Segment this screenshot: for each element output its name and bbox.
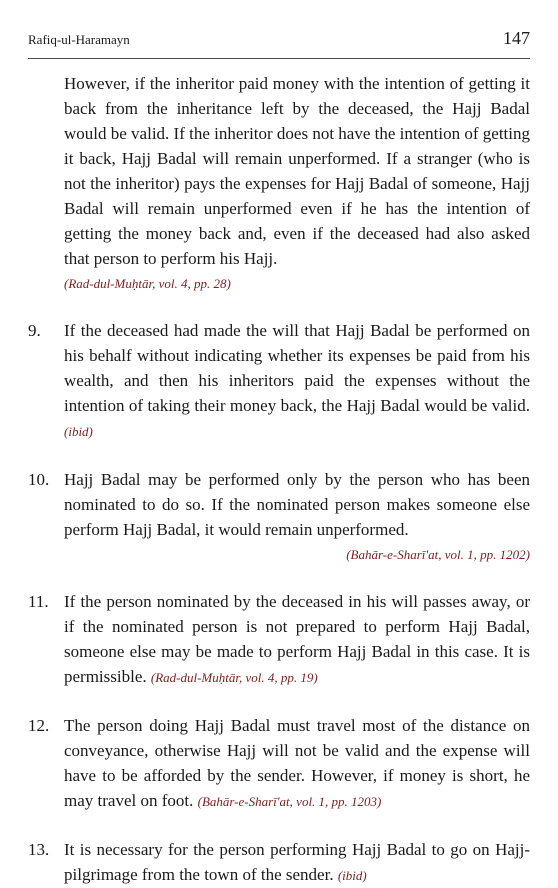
item-number: 10. <box>28 470 50 489</box>
item-reference: (Bahār-e-Sharī'at, vol. 1, pp. 1202) <box>346 547 530 562</box>
list-item <box>28 318 530 444</box>
item-body <box>64 589 530 690</box>
book-title: Rafiq-ul-Haramayn <box>28 32 130 47</box>
intro-text: However, if the inheritor paid money with the intention of getting it back from the inheritance left by the deceased, the Hajj Badal would be valid. If the inheritor does not have the intention of getting it back, Hajj Badal will remain unperformed. If a stranger (who is not the inheritor) pays the expenses for Hajj Badal of someone, Hajj Badal will remain unperformed even if he has the intention of getting the money back and, even if the deceased had also asked that person to perform his Hajj. <box>64 74 530 268</box>
list-item <box>28 589 530 690</box>
item-body <box>64 837 530 888</box>
item-text: If the deceased had made the will that Hajj Badal be performed on his behalf without indicating whether its expenses be paid from his wealth, and then his inheritors paid the expenses without the intention of taking their money back, the Hajj Badal would be valid. <box>64 321 530 415</box>
item-text: It is necessary for the person performing Hajj Badal to go on Hajj-pilgrimage from the town of the sender. <box>64 840 530 884</box>
item-reference: (ibid) <box>337 868 367 883</box>
item-text: Hajj Badal may be performed only by the person who has been nominated to do so. If the nominated person makes someone else perform Hajj Badal, it would remain unperformed. <box>64 470 530 539</box>
item-reference: (Rad-dul-Muḥtār, vol. 4, pp. 19) <box>150 670 318 685</box>
item-reference: (ibid) <box>64 424 93 439</box>
item-text: The person doing Hajj Badal must travel most of the distance on conveyance, otherwise Hajj will not be valid and the expense will have to be afforded by the sender. However, if money is short, he may travel on foot. <box>64 716 530 810</box>
list-item <box>28 467 530 566</box>
item-number: 9. <box>28 321 41 340</box>
item-body <box>64 318 530 444</box>
intro-reference: (Rad-dul-Muḥtār, vol. 4, pp. 28) <box>64 276 231 291</box>
page-number: 147 <box>503 28 530 48</box>
intro-paragraph <box>64 71 530 295</box>
list-item <box>28 837 530 888</box>
item-number: 12. <box>28 716 50 735</box>
item-reference: (Bahār-e-Sharī'at, vol. 1, pp. 1203) <box>197 794 382 809</box>
header-rule <box>28 58 530 59</box>
item-body <box>64 467 530 566</box>
item-number: 13. <box>28 840 50 859</box>
list-item <box>28 713 530 814</box>
running-header <box>28 0 530 49</box>
item-body <box>64 713 530 814</box>
item-number: 11. <box>28 592 49 611</box>
item-text: If the person nominated by the deceased in his will passes away, or if the nominated person is not prepared to perform Hajj Badal, someone else may be made to perform Hajj Badal in this case. It is permissible. <box>64 592 530 686</box>
